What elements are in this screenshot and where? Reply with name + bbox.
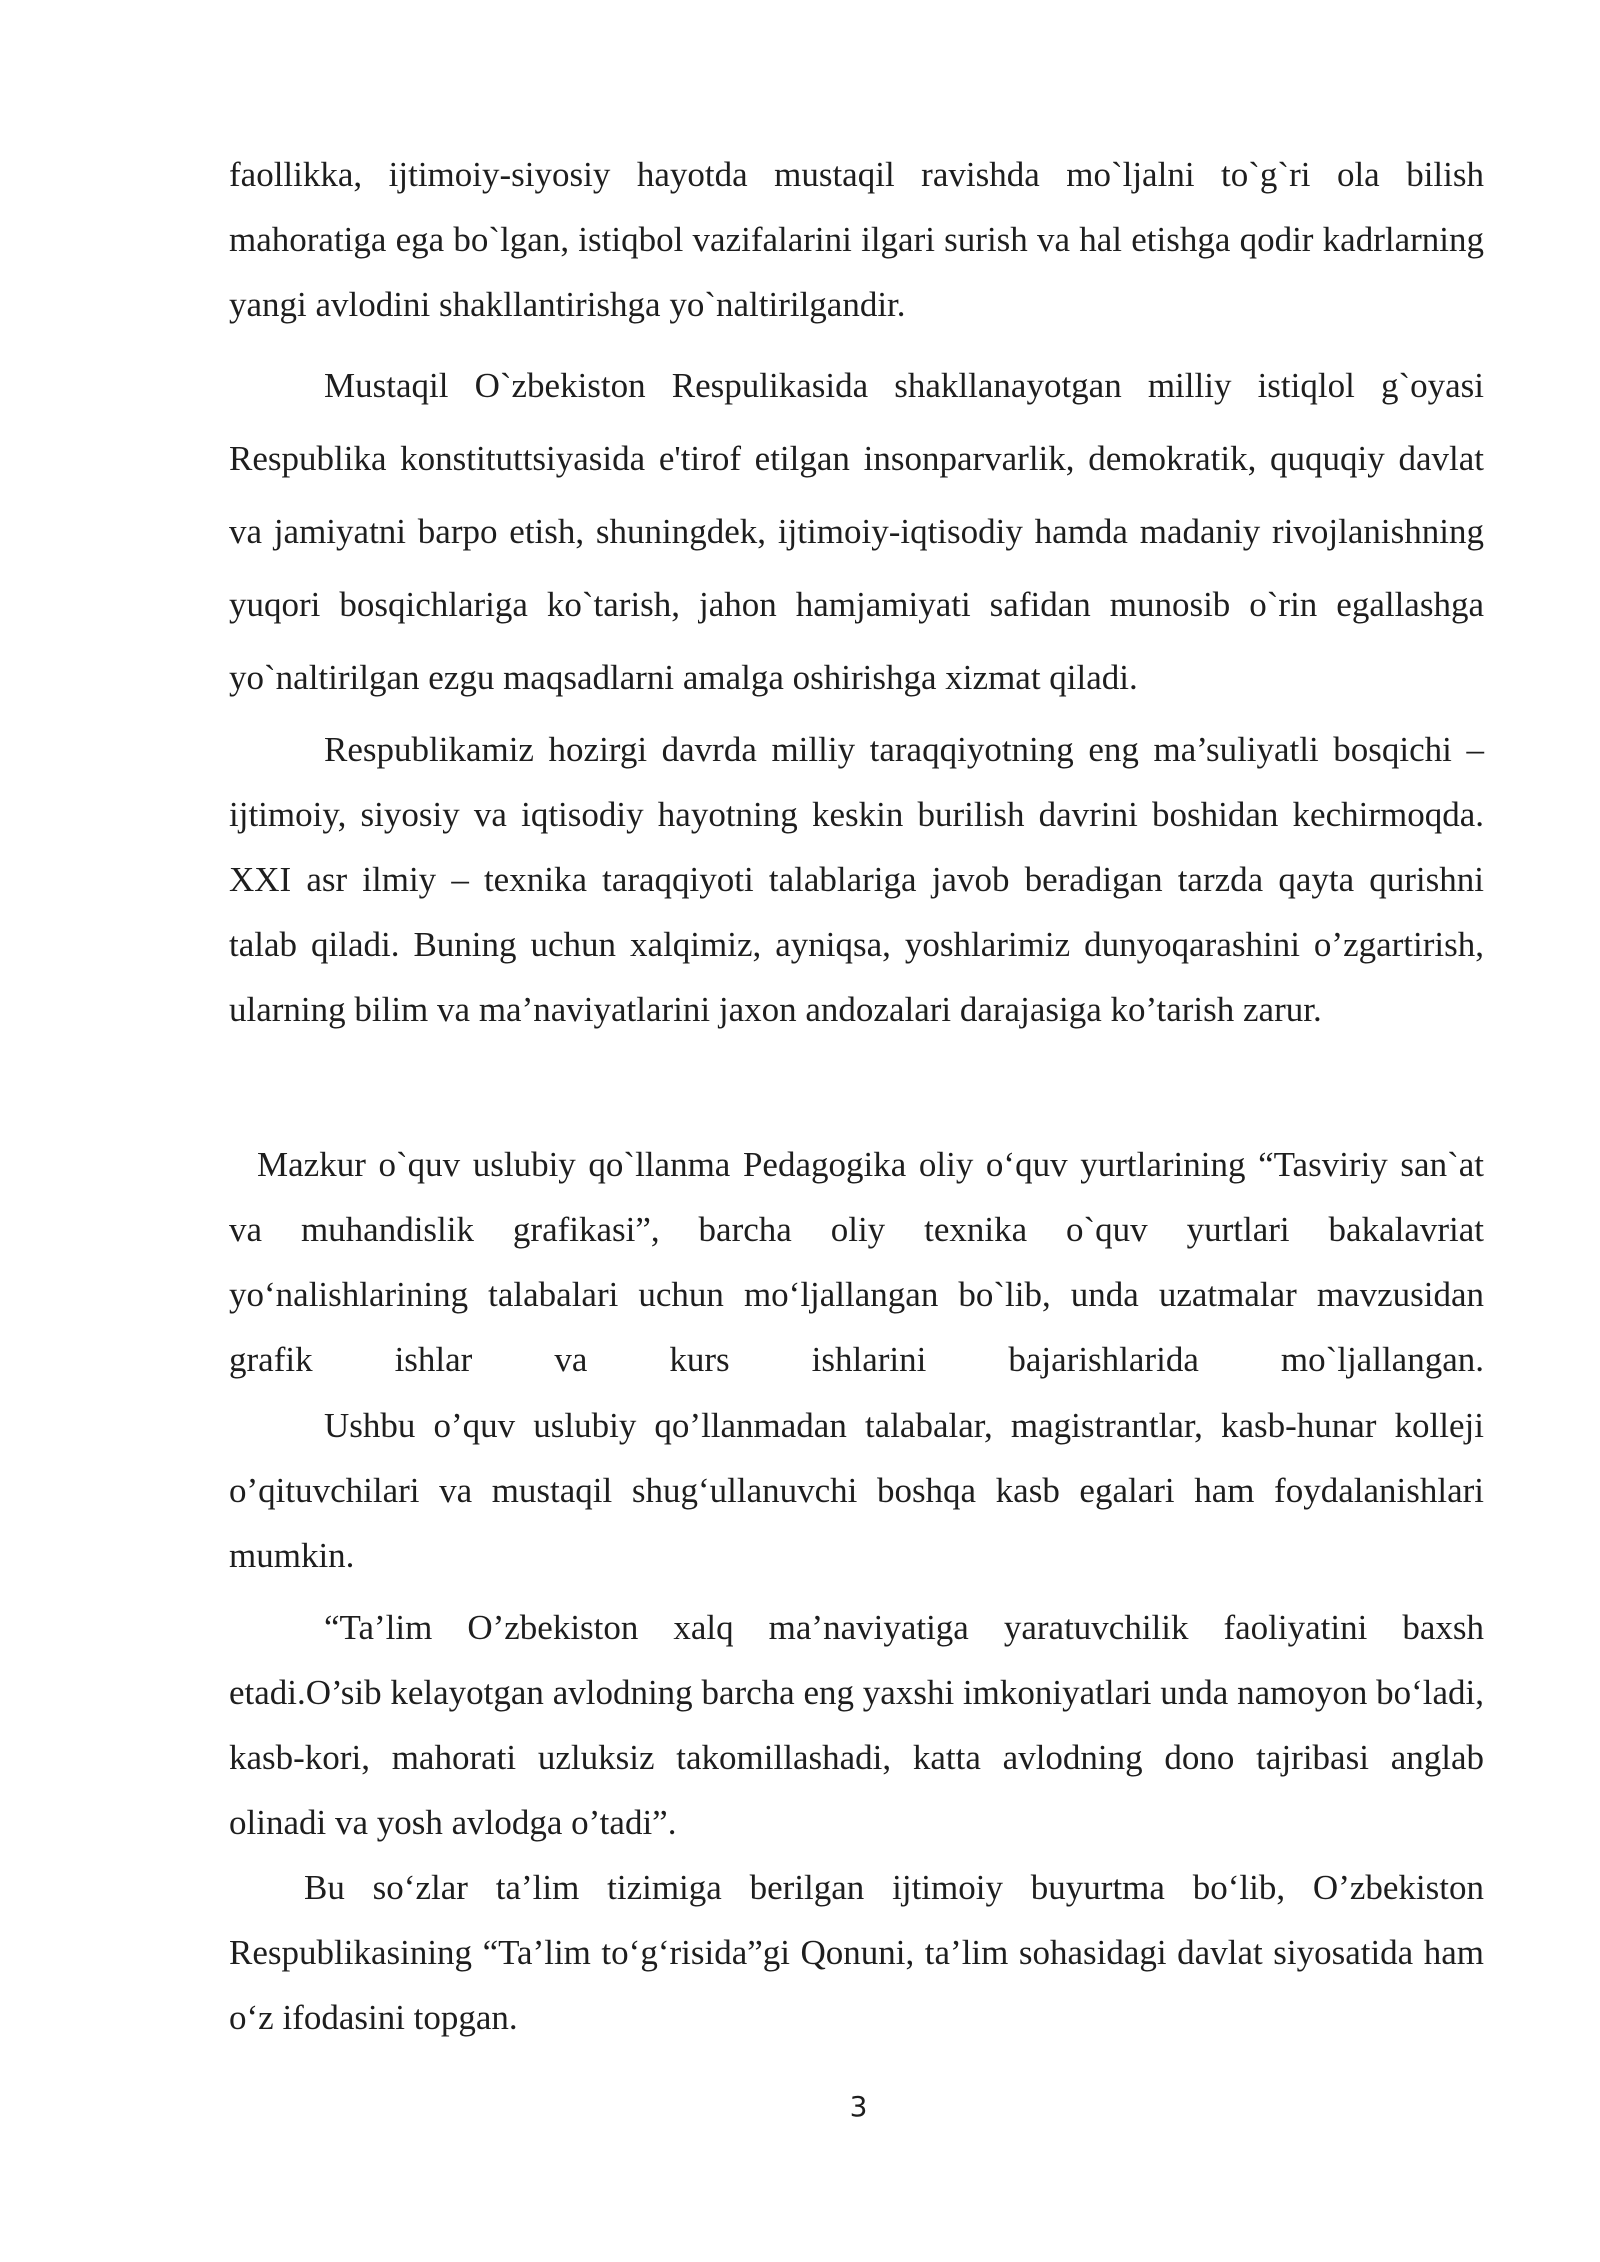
paragraph-5: Ushbu o’quv uslubiy qo’llanmadan talabalar, magistrantlar, kasb-hunar kolleji o’qituvchilari va mustaqil shug‘ullanuvchi boshqa kasb egalari ham foydalanishlari mumkin. — [229, 1406, 1484, 1575]
page-number: 3 — [849, 2090, 868, 2123]
paragraph-2: Mustaqil O`zbekiston Respulikasida shakllanayotgan milliy istiqlol g`oyasi Respublika konstituttsiyasida e'tirof etilgan insonparvarlik, demokratik, ququqiy davlat va jamiyatni barpo etish, shuningdek, ijtimoiy-iqtisodiy hamda madaniy rivojlanishning yuqori bosqichlariga ko`tarish, jahon hamjamiyati safidan munosib o`rin egallashga yo`naltirilgan ezgu maqsadlarni amalga oshirishga xizmat qiladi. — [229, 366, 1484, 697]
paragraph-7: Bu so‘zlar ta’lim tizimiga berilgan ijtimoiy buyurtma bo‘lib, O’zbekiston Respublikasining “Ta’lim to‘g‘risida”gi Qonuni, ta’lim sohasidagi davlat siyosatida ham o‘z ifodasini topgan. — [229, 1868, 1484, 2037]
paragraph-6: “Ta’lim O’zbekiston xalq ma’naviyatiga yaratuvchilik faoliyatini baxsh etadi.O’sib kelayotgan avlodning barcha eng yaxshi imkoniyatlari unda namoyon bo‘ladi, kasb-kori, mahorati uzluksiz takomillashadi, katta avlodning dono tajribasi anglab olinadi va yosh avlodga o’tadi”. — [229, 1608, 1484, 1842]
paragraph-4: Mazkur o`quv uslubiy qo`llanma Pedagogika oliy o‘quv yurtlarining “Tasviriy san`at va muhandislik grafikasi”, barcha oliy texnika o`quv yurtlari bakalavriat yo‘nalishlarining talabalari uchun mo‘ljallangan bo`lib, unda uzatmalar mavzusidan grafik ishlar va kurs ishlarini bajarishlarida mo`ljallangan. — [229, 1145, 1484, 1379]
paragraph-1: faollikka, ijtimoiy-siyosiy hayotda mustaqil ravishda mo`ljalni to`g`ri ola bilish mahoratiga ega bo`lgan, istiqbol vazifalarini ilgari surish va hal etishga qodir kadrlarning yangi avlodini shakllantirishga yo`naltirilgandir. — [229, 155, 1484, 324]
paragraph-3: Respublikamiz hozirgi davrda milliy taraqqiyotning eng ma’suliyatli bosqichi – ijtimoiy, siyosiy va iqtisodiy hayotning keskin burilish davrini boshidan kechirmoqda. XXI asr ilmiy – texnika taraqqiyoti talablariga javob beradigan tarzda qayta qurishni talab qiladi. Buning uchun xalqimiz, ayniqsa, yoshlarimiz dunyoqarashini o’zgartirish, ularning bilim va ma’naviyatlarini jaxon andozalari darajasiga ko’tarish zarur. — [229, 730, 1484, 1029]
